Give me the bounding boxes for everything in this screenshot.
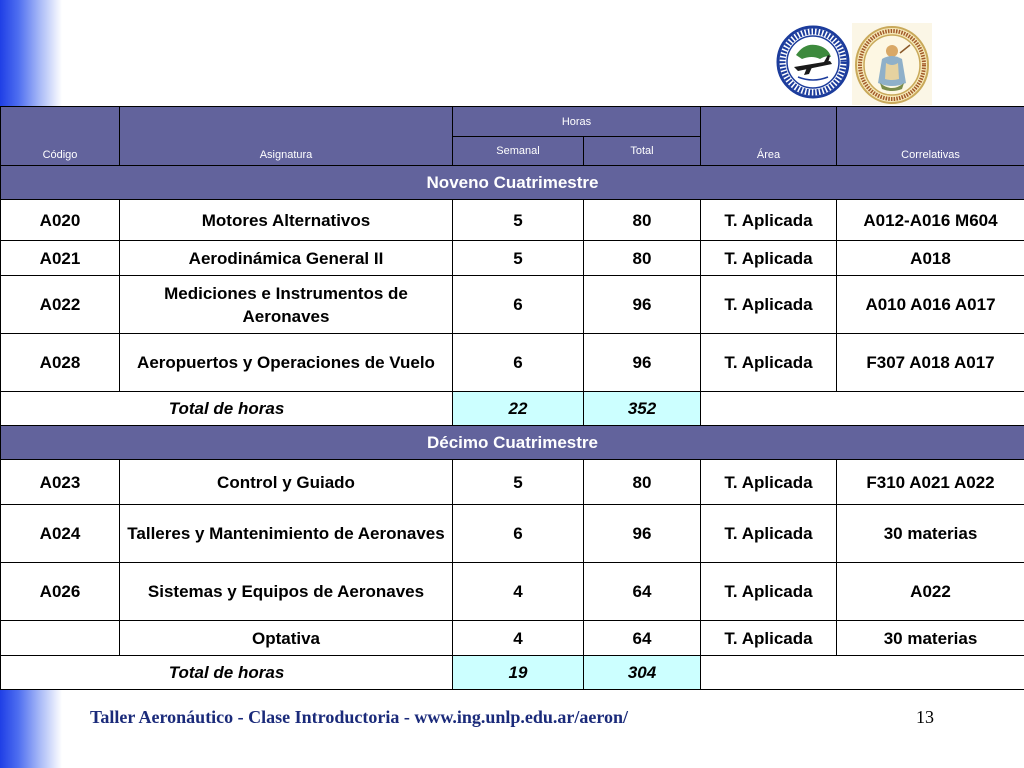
total-cell: 64 (584, 621, 701, 656)
table-row (1, 563, 1024, 621)
total-row-filler (701, 656, 1024, 690)
total-label: Total de horas (1, 656, 453, 690)
area-cell: T. Aplicada (701, 276, 837, 334)
header-asignatura: Asignatura (120, 107, 453, 166)
table-row (1, 621, 1024, 656)
codigo-cell (1, 621, 120, 656)
footer-text: Taller Aeronáutico - Clase Introductoria - www.ing.unlp.edu.ar/aeron/ (90, 707, 629, 727)
semanal-cell: 4 (453, 563, 584, 621)
table-row (1, 460, 1024, 505)
table-row (1, 276, 1024, 334)
header-codigo: Código (1, 107, 120, 166)
study-plan-table (0, 106, 1024, 690)
asignatura-cell: Motores Alternativos (120, 200, 453, 241)
total-row-filler (701, 392, 1024, 426)
total-label: Total de horas (1, 392, 453, 426)
semanal-cell: 6 (453, 276, 584, 334)
correlativas-cell: F307 A018 A017 (837, 334, 1024, 392)
correlativas-cell: A012-A016 M604 (837, 200, 1024, 241)
correlativas-cell: A010 A016 A017 (837, 276, 1024, 334)
total-cell: 80 (584, 460, 701, 505)
page-number: 13 (916, 707, 934, 727)
codigo-cell: A026 (1, 563, 120, 621)
total-semanal-value: 22 (453, 392, 584, 426)
area-cell: T. Aplicada (701, 563, 837, 621)
header-horas: Horas (453, 107, 701, 137)
codigo-cell: A021 (1, 241, 120, 276)
semanal-cell: 5 (453, 200, 584, 241)
correlativas-cell: 30 materias (837, 621, 1024, 656)
semanal-cell: 5 (453, 460, 584, 505)
asignatura-cell: Sistemas y Equipos de Aeronaves (120, 563, 453, 621)
asignatura-cell: Control y Guiado (120, 460, 453, 505)
semanal-cell: 4 (453, 621, 584, 656)
area-cell: T. Aplicada (701, 334, 837, 392)
total-cell: 96 (584, 334, 701, 392)
area-cell: T. Aplicada (701, 241, 837, 276)
unlp-seal-logo (852, 23, 932, 105)
header-area: Área (701, 107, 837, 166)
total-cell: 64 (584, 563, 701, 621)
area-cell: T. Aplicada (701, 505, 837, 563)
correlativas-cell: F310 A021 A022 (837, 460, 1024, 505)
correlativas-cell: 30 materias (837, 505, 1024, 563)
total-total-value: 352 (584, 392, 701, 426)
codigo-cell: A022 (1, 276, 120, 334)
total-total-value: 304 (584, 656, 701, 690)
correlativas-cell: A022 (837, 563, 1024, 621)
area-cell: T. Aplicada (701, 621, 837, 656)
codigo-cell: A023 (1, 460, 120, 505)
header-total: Total (584, 137, 701, 166)
asignatura-cell: Aeropuertos y Operaciones de Vuelo (120, 334, 453, 392)
total-semanal-value: 19 (453, 656, 584, 690)
semanal-cell: 6 (453, 334, 584, 392)
header-semanal: Semanal (453, 137, 584, 166)
semanal-cell: 5 (453, 241, 584, 276)
correlativas-cell: A018 (837, 241, 1024, 276)
asignatura-cell: Aerodinámica General II (120, 241, 453, 276)
total-row (1, 392, 1024, 426)
asignatura-cell: Mediciones e Instrumentos de Aeronaves (120, 276, 453, 334)
area-cell: T. Aplicada (701, 200, 837, 241)
section-title: Noveno Cuatrimestre (1, 166, 1024, 200)
table-row (1, 241, 1024, 276)
codigo-cell: A020 (1, 200, 120, 241)
total-cell: 80 (584, 200, 701, 241)
header-correlativas: Correlativas (837, 107, 1024, 166)
asignatura-cell: Talleres y Mantenimiento de Aeronaves (120, 505, 453, 563)
total-row (1, 656, 1024, 690)
table-row (1, 200, 1024, 241)
table-row (1, 505, 1024, 563)
area-cell: T. Aplicada (701, 460, 837, 505)
asignatura-cell: Optativa (120, 621, 453, 656)
dept-aeronautica-logo (776, 25, 850, 99)
codigo-cell: A024 (1, 505, 120, 563)
total-cell: 96 (584, 505, 701, 563)
total-cell: 80 (584, 241, 701, 276)
semanal-cell: 6 (453, 505, 584, 563)
table-row (1, 334, 1024, 392)
section-title: Décimo Cuatrimestre (1, 426, 1024, 460)
codigo-cell: A028 (1, 334, 120, 392)
total-cell: 96 (584, 276, 701, 334)
